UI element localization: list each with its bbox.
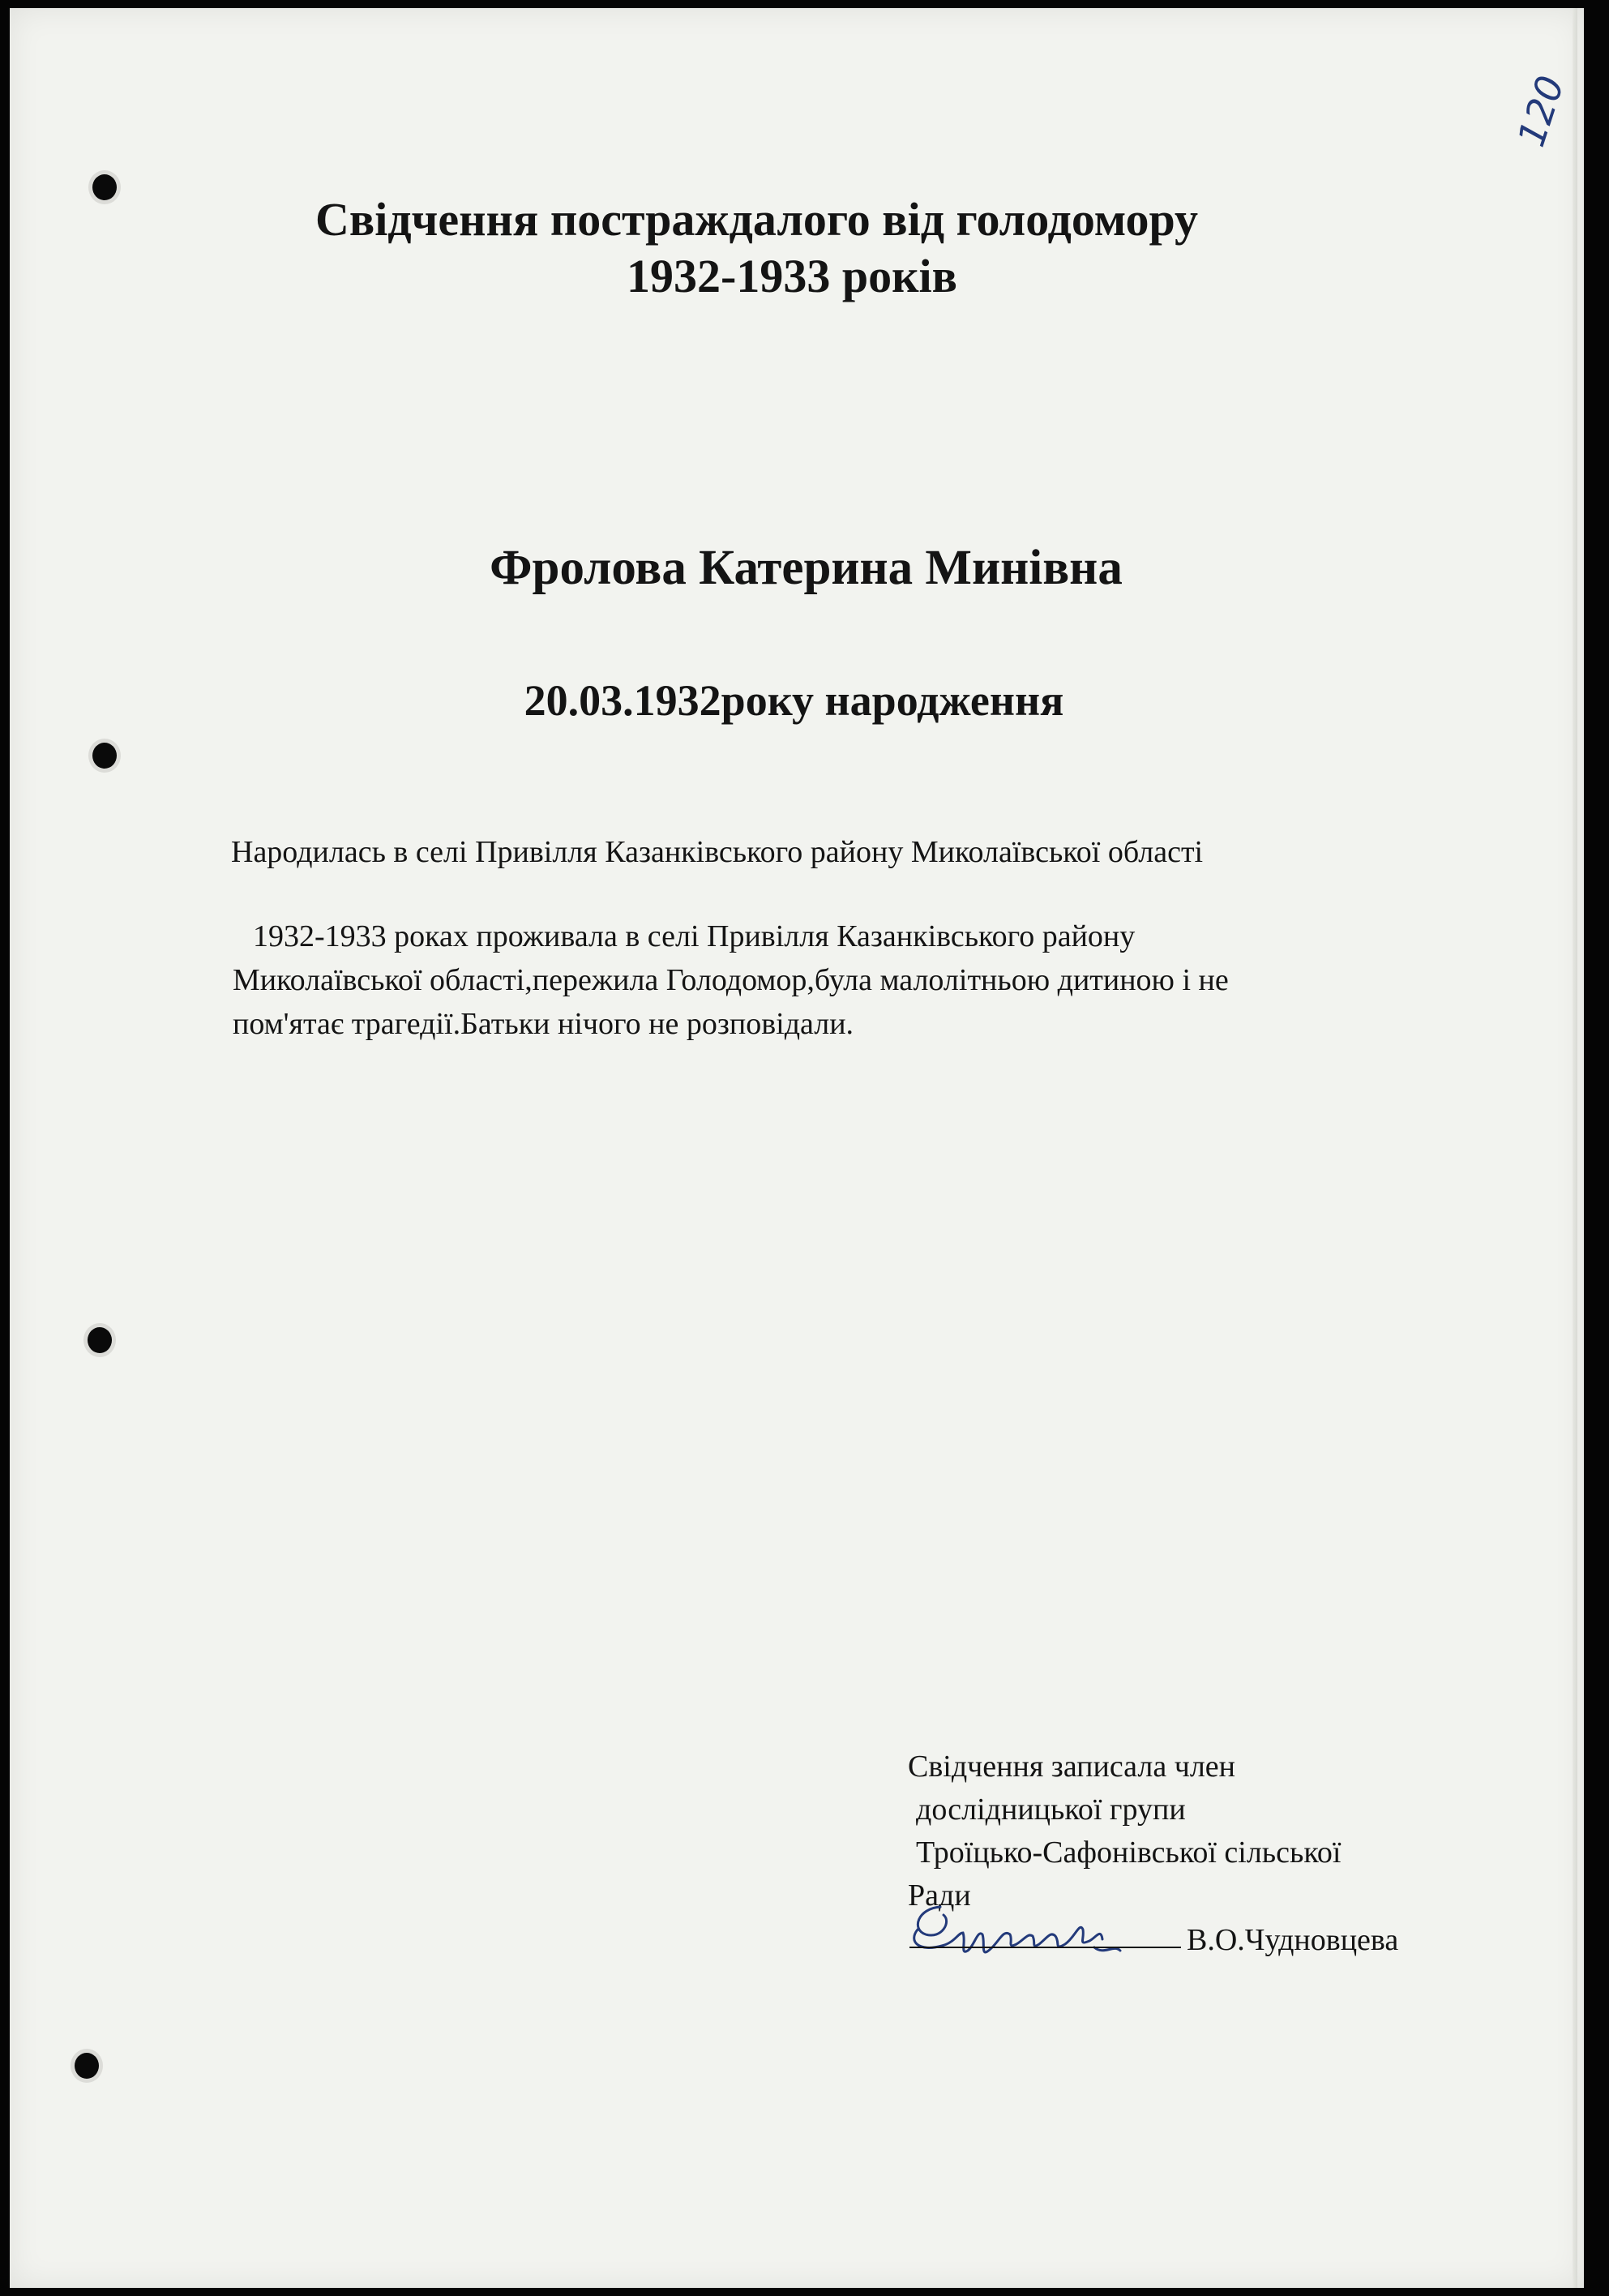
birthplace-line: Народилась в селі Привілля Казанківського району Миколаївської області (231, 835, 1204, 869)
recorder-signature-name: В.О.Чудновцева (1187, 1923, 1399, 1957)
punch-hole (88, 1327, 112, 1353)
document-title-line2: 1932-1933 років (627, 250, 957, 302)
testimony-line: пом'ятає трагедії.Батьки нічого не розповідали. (233, 1007, 854, 1041)
handwritten-signature (901, 1897, 1193, 1970)
testimony-line: 1932-1933 роках проживала в селі Привілля Казанківського району (253, 919, 1136, 953)
handwritten-page-number: 120 (1508, 70, 1573, 152)
testimony-line: Миколаївської області,пережила Голодомор,була малолітньою дитиною і не (233, 963, 1229, 997)
birth-date: 20.03.1932року народження (524, 676, 1064, 725)
document-page (10, 8, 1584, 2288)
witness-name: Фролова Катерина Минівна (490, 541, 1123, 595)
recorder-line: дослідницької групи (916, 1793, 1186, 1827)
punch-hole (92, 743, 117, 769)
document-title-line1: Свідчення постраждалого від голодомору (315, 193, 1199, 246)
punch-hole (75, 2053, 99, 2079)
recorder-line: Троїцько-Сафонівської сільської (916, 1836, 1342, 1870)
recorder-line: Ради (908, 1878, 971, 1913)
recorder-line: Свідчення записала член (908, 1750, 1235, 1784)
